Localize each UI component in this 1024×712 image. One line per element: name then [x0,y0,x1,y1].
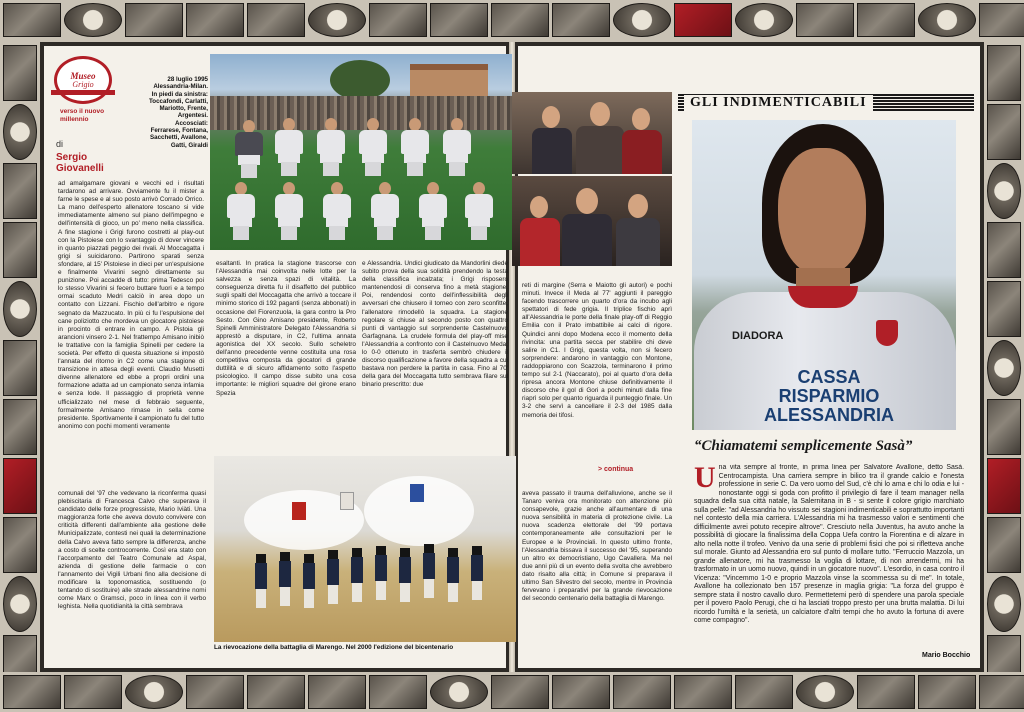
continua-link[interactable]: > continua [598,466,634,473]
interview-body [694,464,964,650]
article-headline: “Chiamatemi semplicemente Sasà” [694,438,913,454]
decorative-photo-border-right [984,42,1024,672]
team-photo [210,54,512,250]
officials-photo-1 [512,92,672,174]
museo-grigio-logo: Museo Grigio [54,56,112,104]
right-page [518,46,980,668]
author-signature: Mario Bocchio [922,652,971,659]
decorative-photo-border-top [0,0,1024,42]
drop-cap: U [694,464,716,494]
byline-prefix: di [56,139,64,149]
battle-photo-caption: La rievocazione della battaglia di Marengo. Nel 2000 l'edizione del bicentenario [214,644,454,651]
article-column-1: ad amalgamare giovani e vecchi ed i risultati tardarono ad arrivare. Ovviamente fu il mister a farne le spese e al suo posto arrivò Corrado Orrico. La mano dell'esperto allenatore toscano si vide immediatamente almeno sul piano dell'impegno e dell'intensità di gioco, un po' meno nella classifica. A fine stagione i Grigi furono costretti al play-out con la Pistoiese con lo svantaggio di dover vincere in quanto piazzati peggio dei rivali. Al Moccagatta i grigi si suicidarono. Partirono sparati senza sfondare, al 15' Pistoiese in dieci per un'espulsione e finalmente Vivarini segnò direttamente su punizione. Poi accadde di tutto: prima Tedesco poi lo stesso Vivarini si fecero buttare fuori e a tempo ormai scaduto Medri calciò in area dopo un contatto con Lizzani. Fischio dell'arbitro e rigore segnato da Mazzucato. In più ci fu l'espulsione del cane poliziotto che mordeva un giocatore pistoiese in procinto di entrare in campo. A Pistoia gli arancioni vinsero 2-1. Nel frattempo Amisano inibiò le trattative con la famiglia Spinelli per cedere la società. Per effetto di questa situazione si impostò l'annata del ritorno in C2 come una stagione di transizione in attesa degli eventi. Claudio Musetti divenne allenatore ed ebbe a propri ordini una formazione adatta ad un campionato senza infamia e senza lode. Il passaggio di proprietà venne ufficializzato nel mese di febbraio seguente, formalmente Amisano rimase in sella come presidente. Sportivamente il campionato fu del tutto anonimo con pochi momenti veramente [58,180,204,430]
section-title-bar [678,94,974,112]
byline [56,134,116,174]
author-name: Sergio Giovanelli [56,152,104,174]
jersey-sponsor: CASSA RISPARMIO ALESSANDRIA [764,367,895,425]
article-column-3: e Alessandria. Undici giudicato da Mandorlini diede subito prova della sua solidità prendendo la testa della classifica incalzata; i Grigi risposero mantenendosi di conserva fino a metà stagione. Poi, rendendosi conto dell'inflessibilità degli avversari che chiusero il torneo con zero sconfitte, l'allenatore rimodellò la squadra. La stagione regolare si chiuse al secondo posto con quattro punti di vantaggio sul sorprendente Castelnuovo Garfagnana. La crudele formula del play-off mise l'Alessandria a confronto con il Castelnuovo Meda; lo 0-0 ottenuto in trasferta sembrò chiudere il discorso qualificazione a favore della squadra a cui bastava non perdere la partita in casa. Fino al 70' della gara del Moccagatta tutto sembrava filare sul binario prescritto: due [362,260,508,389]
team-photo-caption: 28 luglio 1995 Alessandria-Milan. In piedi da sinistra: Toccafondi, Carlatti, Mariotto, Frente, Argentesi. Accosciati: Ferrarese, Fontana, Sacchetti, Avallone, Gatti, Giraldi [148,76,208,149]
article-column-5: comunali del '97 che vedevano la riconferma quasi plebiscitaria di Francesca Calvo che superava il candidato delle forze progressiste, Mario Iviàti. Una maggioranza forte che aveva dovuto convivere con criticità differenti dall'ambiente alla gestione delle Municipalizzate, contesti nei quali la determinazione della Calvo aveva fatto sempre la differenza, anche a costo di scelte controcorrente. Così era stato con l'accorpamento del Teatro Comunale ad Aspal, azienda di gestione delle farmacie o con l'annamento dei Vigili Urbani fino alla decisione di modificare la toponomastica, sostituendo (o tentando di sostituire) alle strade alessandrine nomi come Marx o Gramsci, poco in linea con il verbo leghista. Nella quotidianità la città sembrava [58,490,206,611]
decorative-photo-border-bottom [0,672,1024,712]
club-crest-icon [876,320,898,346]
section-title: GLI INDIMENTICABILI [684,95,873,111]
jersey-brand: DIADORA [732,330,784,342]
officials-photo-2 [512,176,672,266]
interview-text: na vita sempre al fronte, in prima linea per Salvatore Avallone, detto Sasà. Centrocampista. Una carriera sempre in bilico tra il grande calcio e l'onesta professione in serie C. Da vero uomo del Sud, c'è chi lo ama e chi lo odia e lui - nonostante oggi si goda con profitto il privilegio di fare il team manager nella squadra della sua città natale, la Salernitana in B - si sente il colore grigio marchiato sulla pelle: "ad Alessandria ho vissuto sei stagioni indimenticabili e soprattutto importanti nel contesto della mia carriera. L'Alessandria mi ha trasmesso valori e sentimenti che difficilmente avrei potuto recepire altrove". Cresciuto nella Juventus, ha avuto anche la possibilità di giocare la finalissima della Coppa Uefa contro la Fiorentina e di alzare in alto nella notte il trofeo. Venivo da una serie di problemi fisici che poi si rifletteva anche sul morale. Giunto ad Alessandria ero sul punto di mollare tutto. "Ferruccio Mazzola, un grande allenatore, mi ha trasmesso la voglia di lottare, di non arrendermi, mi ha trasformato in un uomo nuovo, quindi in un giocatore nuovo". L'esordio, in casa contro il Vicenza: "Vincemmo 1-0 e proprio Mazzola vinse la scommessa su di me". In totale, Avallone ha collezionato ben 157 presenze in maglia grigia: "La forza del gruppo è sempre stata il nostro cavallo duro. Permettetemi però di spendere una parola speciale per il povero Paolo Perugi, che ci ha lasciati troppo presto per una brutta malattia. Di lui ricordo l'umiltà e la serietà, un calciatore d'altri tempi che ho avuto la fortuna di avere come compagno". [694,464,964,624]
article-column-6: aveva passato il trauma dell'alluvione, anche se il Tanaro veniva ora monitorato con attenzione più consapevole, grazie anche all'aumentare di una nuova sensibilità in materia di protezione civile. La nuova scadenza elettorale del '99 portava contemporaneamente alle consultazioni per le Europee e le Provinciali. In questo ultimo fronte, l'Alessandria bissava il successo del '95, superando un altro ex democristiano, Ugo Cavallera. Ma nel due anni più di un evento della svolta che avrebbero dato risalto alla città; in Comune si preparava il ultimo San Silvestro del secolo, mentre in Provincia fervevano i preparativi per la grande rievocazione del secondo centenario della battaglia di Marengo. [522,490,672,603]
decorative-photo-border-left [0,42,40,672]
marengo-battle-photo [214,456,516,642]
article-column-2: esaltanti. In pratica la stagione trascorse con l'Alessandria mai coinvolta nelle lotte per la salvezza e senza spazi di vitalità. La conseguenza diretta fu il disaffetto del pubblico sugli spalti del Moccagatta che arrivò a toccare il minimo storico di 192 paganti (senza abbonati) in occasione del Fiorenzuola, la gara contro la Pro Sesto. Con Gino Amisano presidente, Roberto Spinelli Amministratore Delegato l'Alessandria si apprestò a disputare, in C2, l'ultima annata agonistica del XX secolo. Sullo scheletro dell'anno precedente venne costituita una rosa competitiva composta da giocatori di grande duttilità e di sicuro affidamento sotto l'aspetto psicologico. Il campo disse subito una cosa importante: le migliori squadre del girone erano Spezia [216,260,356,397]
article-column-4: reti di margine (Serra e Maiotto gli autori) e pochi minuti. Invece il Meda al 77' aggiunti il pareggio facendo trascorrere un quarto d'ora da incubo agli spettatori di fede grigia. Il triplice fischio aprì all'Alessandria le porte della finale play-off di Reggio Emilia con il Prato imbattibile ai calci di rigore. Quindici anni dopo Modena ecco il momento della rivincita: una partita secca per stabilire chi deve salire in C1. I Grigi, questa volta, non si fecero sorprendere: andarono in vantaggio con Montone, raddoppiarono con Scazzola, terminarono il primo tempo sul 2-1 (Naccarato), poi al quarto d'ora della ripresa ancora Montone chiuse definitivamente il discorso che il gol di Gori a pochi minuti dalla fine riaprì solo per quanto riguarda il punteggio finale. Un 3-2 che servì a cancellare il 2-3 del 1985 dalla memoria dei tifosi. [522,282,672,419]
section-kicker: verso il nuovo millennio [60,108,105,123]
player-portrait-photo [692,120,956,430]
left-page [44,46,506,668]
